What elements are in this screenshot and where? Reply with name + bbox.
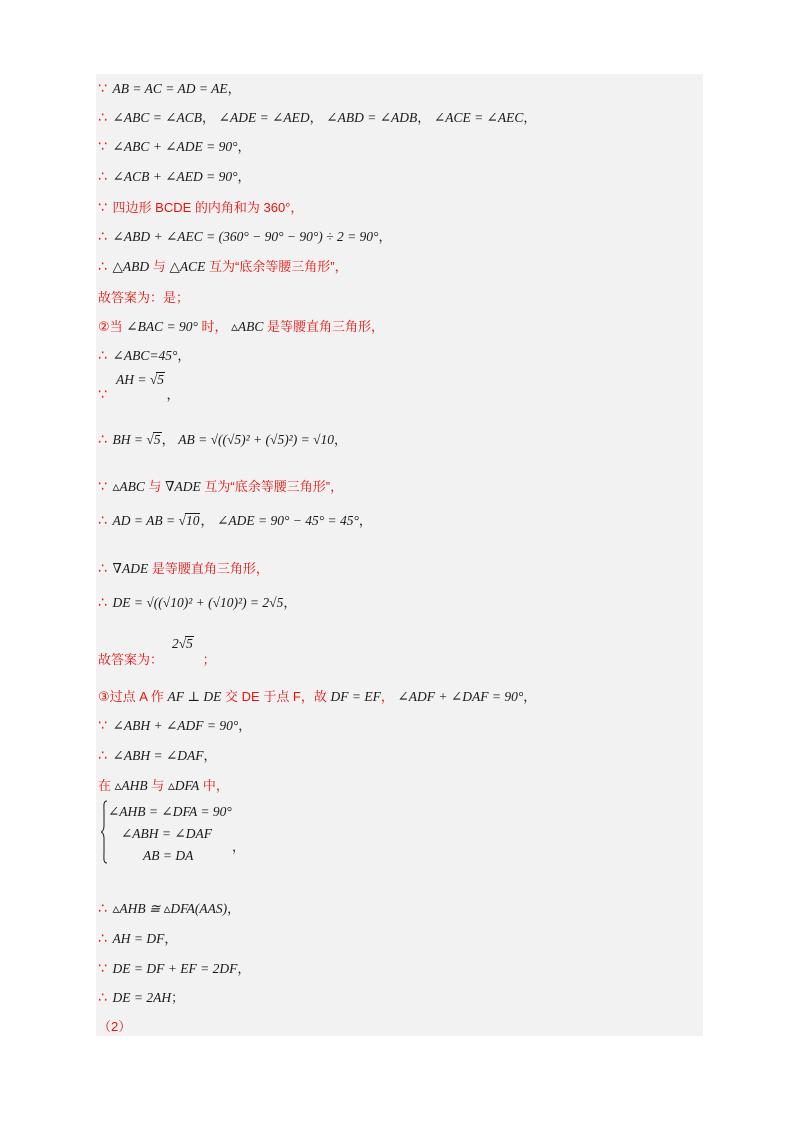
formula: ▵DFA <box>167 778 200 793</box>
text: 与 <box>151 778 165 793</box>
line-2 <box>98 107 536 126</box>
because-symbol: ∵ <box>98 138 107 154</box>
comma: ， <box>255 561 269 576</box>
formula: DE = 2AH <box>112 990 172 1005</box>
formula: ∠ABH + ∠ADF = 90° <box>112 718 239 733</box>
line-16 <box>98 592 296 611</box>
comma: ， <box>237 961 251 976</box>
comma: ， <box>166 387 180 402</box>
comma: ， <box>371 319 385 334</box>
therefore-symbol: ∴ <box>98 560 107 576</box>
line-4 <box>98 166 251 185</box>
formula: ∠ABC + ∠ADE = 90° <box>112 139 238 154</box>
line-18 <box>98 686 536 705</box>
comma: ， <box>378 229 392 244</box>
line-21 <box>98 775 229 794</box>
text: 在 <box>98 778 112 793</box>
comma: ， <box>227 901 241 916</box>
comma: ， <box>290 200 304 215</box>
therefore-symbol: ∴ <box>98 989 107 1005</box>
comma: ， <box>283 595 297 610</box>
formula: ∠ABD + ∠AEC = (360° − 90° − 90°) ÷ 2 = 90° <box>112 229 379 244</box>
comma: ， <box>523 110 537 125</box>
line-5 <box>98 197 303 216</box>
answer-text: 故答案为：是； <box>98 290 190 305</box>
formula: ∠ACE = ∠AEC <box>433 110 524 125</box>
line-7 <box>98 256 348 275</box>
therefore-symbol: ∴ <box>98 258 107 274</box>
therefore-symbol: ∴ <box>98 594 107 610</box>
therefore-symbol: ∴ <box>98 930 107 946</box>
because-symbol: ∵ <box>98 80 107 96</box>
comma: ， <box>161 432 175 447</box>
text: 与 <box>148 479 162 494</box>
comma: ， <box>203 748 217 763</box>
line-6 <box>98 226 391 245</box>
formula: AB = AC = AD = AE <box>112 81 228 96</box>
formula: ▵AHB ≅ ▵DFA(AAS) <box>112 901 228 916</box>
formula: DF = EF <box>330 689 381 704</box>
formula: ∠BAC = 90° <box>126 319 198 334</box>
text: 时， <box>201 319 228 334</box>
comma: ， <box>237 169 251 184</box>
formula: BH = √5 <box>112 432 161 447</box>
formula: ∠ADE = 90° − 45° = 45° <box>217 513 359 528</box>
system-line-1: ∠AHB = ∠DFA = 90° <box>108 804 232 819</box>
formula: ∠ACB + ∠AED = 90° <box>112 169 238 184</box>
text: ②当 <box>98 319 123 334</box>
line-10 <box>98 345 190 364</box>
comma: ， <box>200 513 214 528</box>
formula: 2√5 <box>172 636 193 651</box>
text: 中， <box>202 778 229 793</box>
line-8 <box>98 287 189 306</box>
radicand: 5 <box>157 372 165 387</box>
formula: AF ⊥ DE <box>167 689 222 704</box>
formula: AD = AB = √10 <box>112 513 200 528</box>
comma: ， <box>330 479 344 494</box>
formula: ▵AHB <box>114 778 148 793</box>
solution-panel <box>96 74 703 1036</box>
comma: ， <box>227 81 241 96</box>
therefore-symbol: ∴ <box>98 168 107 184</box>
line-1 <box>98 78 241 97</box>
formula: ▵ABC <box>231 319 264 334</box>
because-symbol: ∵ <box>98 386 107 402</box>
comma: ， <box>523 689 537 704</box>
semicolon: ； <box>202 652 216 667</box>
formula: ∇ADE <box>112 561 149 576</box>
therefore-symbol: ∴ <box>98 228 107 244</box>
line-9 <box>98 316 384 335</box>
formula-part: AD = AB = <box>112 513 179 528</box>
comma: ， <box>164 931 178 946</box>
line-13 <box>98 476 343 495</box>
line-15 <box>98 558 269 577</box>
comma: ， <box>380 689 394 704</box>
comma: ， <box>334 259 348 274</box>
formula: △ABD <box>112 259 150 274</box>
line-17-label <box>98 649 216 668</box>
line-12 <box>98 429 347 448</box>
therefore-symbol: ∴ <box>98 512 107 528</box>
line-3 <box>98 136 251 155</box>
text: 是等腰直角三角形 <box>151 561 256 576</box>
text: ③过点 A 作 <box>98 689 164 704</box>
comma: ， <box>417 110 431 125</box>
therefore-symbol: ∴ <box>98 431 107 447</box>
line-20 <box>98 745 217 764</box>
therefore-symbol: ∴ <box>98 347 107 363</box>
answer-label: 故答案为： <box>98 652 164 667</box>
text: 与 <box>152 259 166 274</box>
system-line-3: AB = DA <box>143 848 194 863</box>
radicand: 10 <box>185 513 200 528</box>
therefore-symbol: ∴ <box>98 109 107 125</box>
line-14 <box>98 510 372 529</box>
comma: ， <box>309 110 323 125</box>
formula-part: BH = <box>112 432 147 447</box>
radicand: 5 <box>153 432 161 447</box>
line-23 <box>98 928 177 947</box>
line-24 <box>98 958 250 977</box>
formula: ∠ABH = ∠DAF <box>112 748 204 763</box>
system-comma: ， <box>232 839 246 854</box>
formula-part: AH = <box>116 372 150 387</box>
comma: ， <box>237 139 251 154</box>
text: 是等腰直角三角形 <box>267 319 372 334</box>
because-symbol: ∵ <box>98 478 107 494</box>
formula: ∇ADE <box>165 479 201 494</box>
because-symbol: ∵ <box>98 199 107 215</box>
line-22 <box>98 898 240 917</box>
formula: AH = DF <box>112 931 165 946</box>
left-brace-icon <box>100 800 108 864</box>
radicand: 5 <box>186 636 193 651</box>
statement-text: 四边形 BCDE 的内角和为 360° <box>112 200 291 215</box>
formula: ∠ABC=45° <box>112 348 178 363</box>
system-line-2: ∠ABH = ∠DAF <box>121 826 212 841</box>
formula: ∠ADF + ∠DAF = 90° <box>397 689 524 704</box>
formula: △ACE <box>169 259 206 274</box>
comma: ， <box>358 513 372 528</box>
therefore-symbol: ∴ <box>98 900 107 916</box>
line-11-markers <box>98 384 180 403</box>
comma: ， <box>238 718 252 733</box>
formula: AB = √((√5)² + (√5)²) = √10 <box>178 432 334 447</box>
formula: AH = √5 <box>116 372 165 387</box>
line-19 <box>98 715 251 734</box>
part-2-label: （2） <box>98 1019 132 1034</box>
formula: ∠ADE = ∠AED <box>218 110 310 125</box>
semicolon: ； <box>171 990 185 1005</box>
text: 交 DE 于点 F，故 <box>225 689 327 704</box>
therefore-symbol: ∴ <box>98 747 107 763</box>
formula-part: 2 <box>172 636 179 651</box>
formula: DE = √((√10)² + (√10)²) = 2√5 <box>112 595 284 610</box>
text: 互为“底余等腰三角形” <box>204 479 331 494</box>
formula: ∠ABC = ∠ACB <box>112 110 203 125</box>
because-symbol: ∵ <box>98 717 107 733</box>
comma: ， <box>177 348 191 363</box>
formula: DE = DF + EF = 2DF <box>112 961 238 976</box>
comma: ， <box>202 110 216 125</box>
formula: ▵ABC <box>112 479 145 494</box>
comma: ， <box>334 432 348 447</box>
line-25 <box>98 987 184 1006</box>
formula: ∠ABD = ∠ADB <box>326 110 418 125</box>
because-symbol: ∵ <box>98 960 107 976</box>
text: 互为“底余等腰三角形” <box>208 259 335 274</box>
